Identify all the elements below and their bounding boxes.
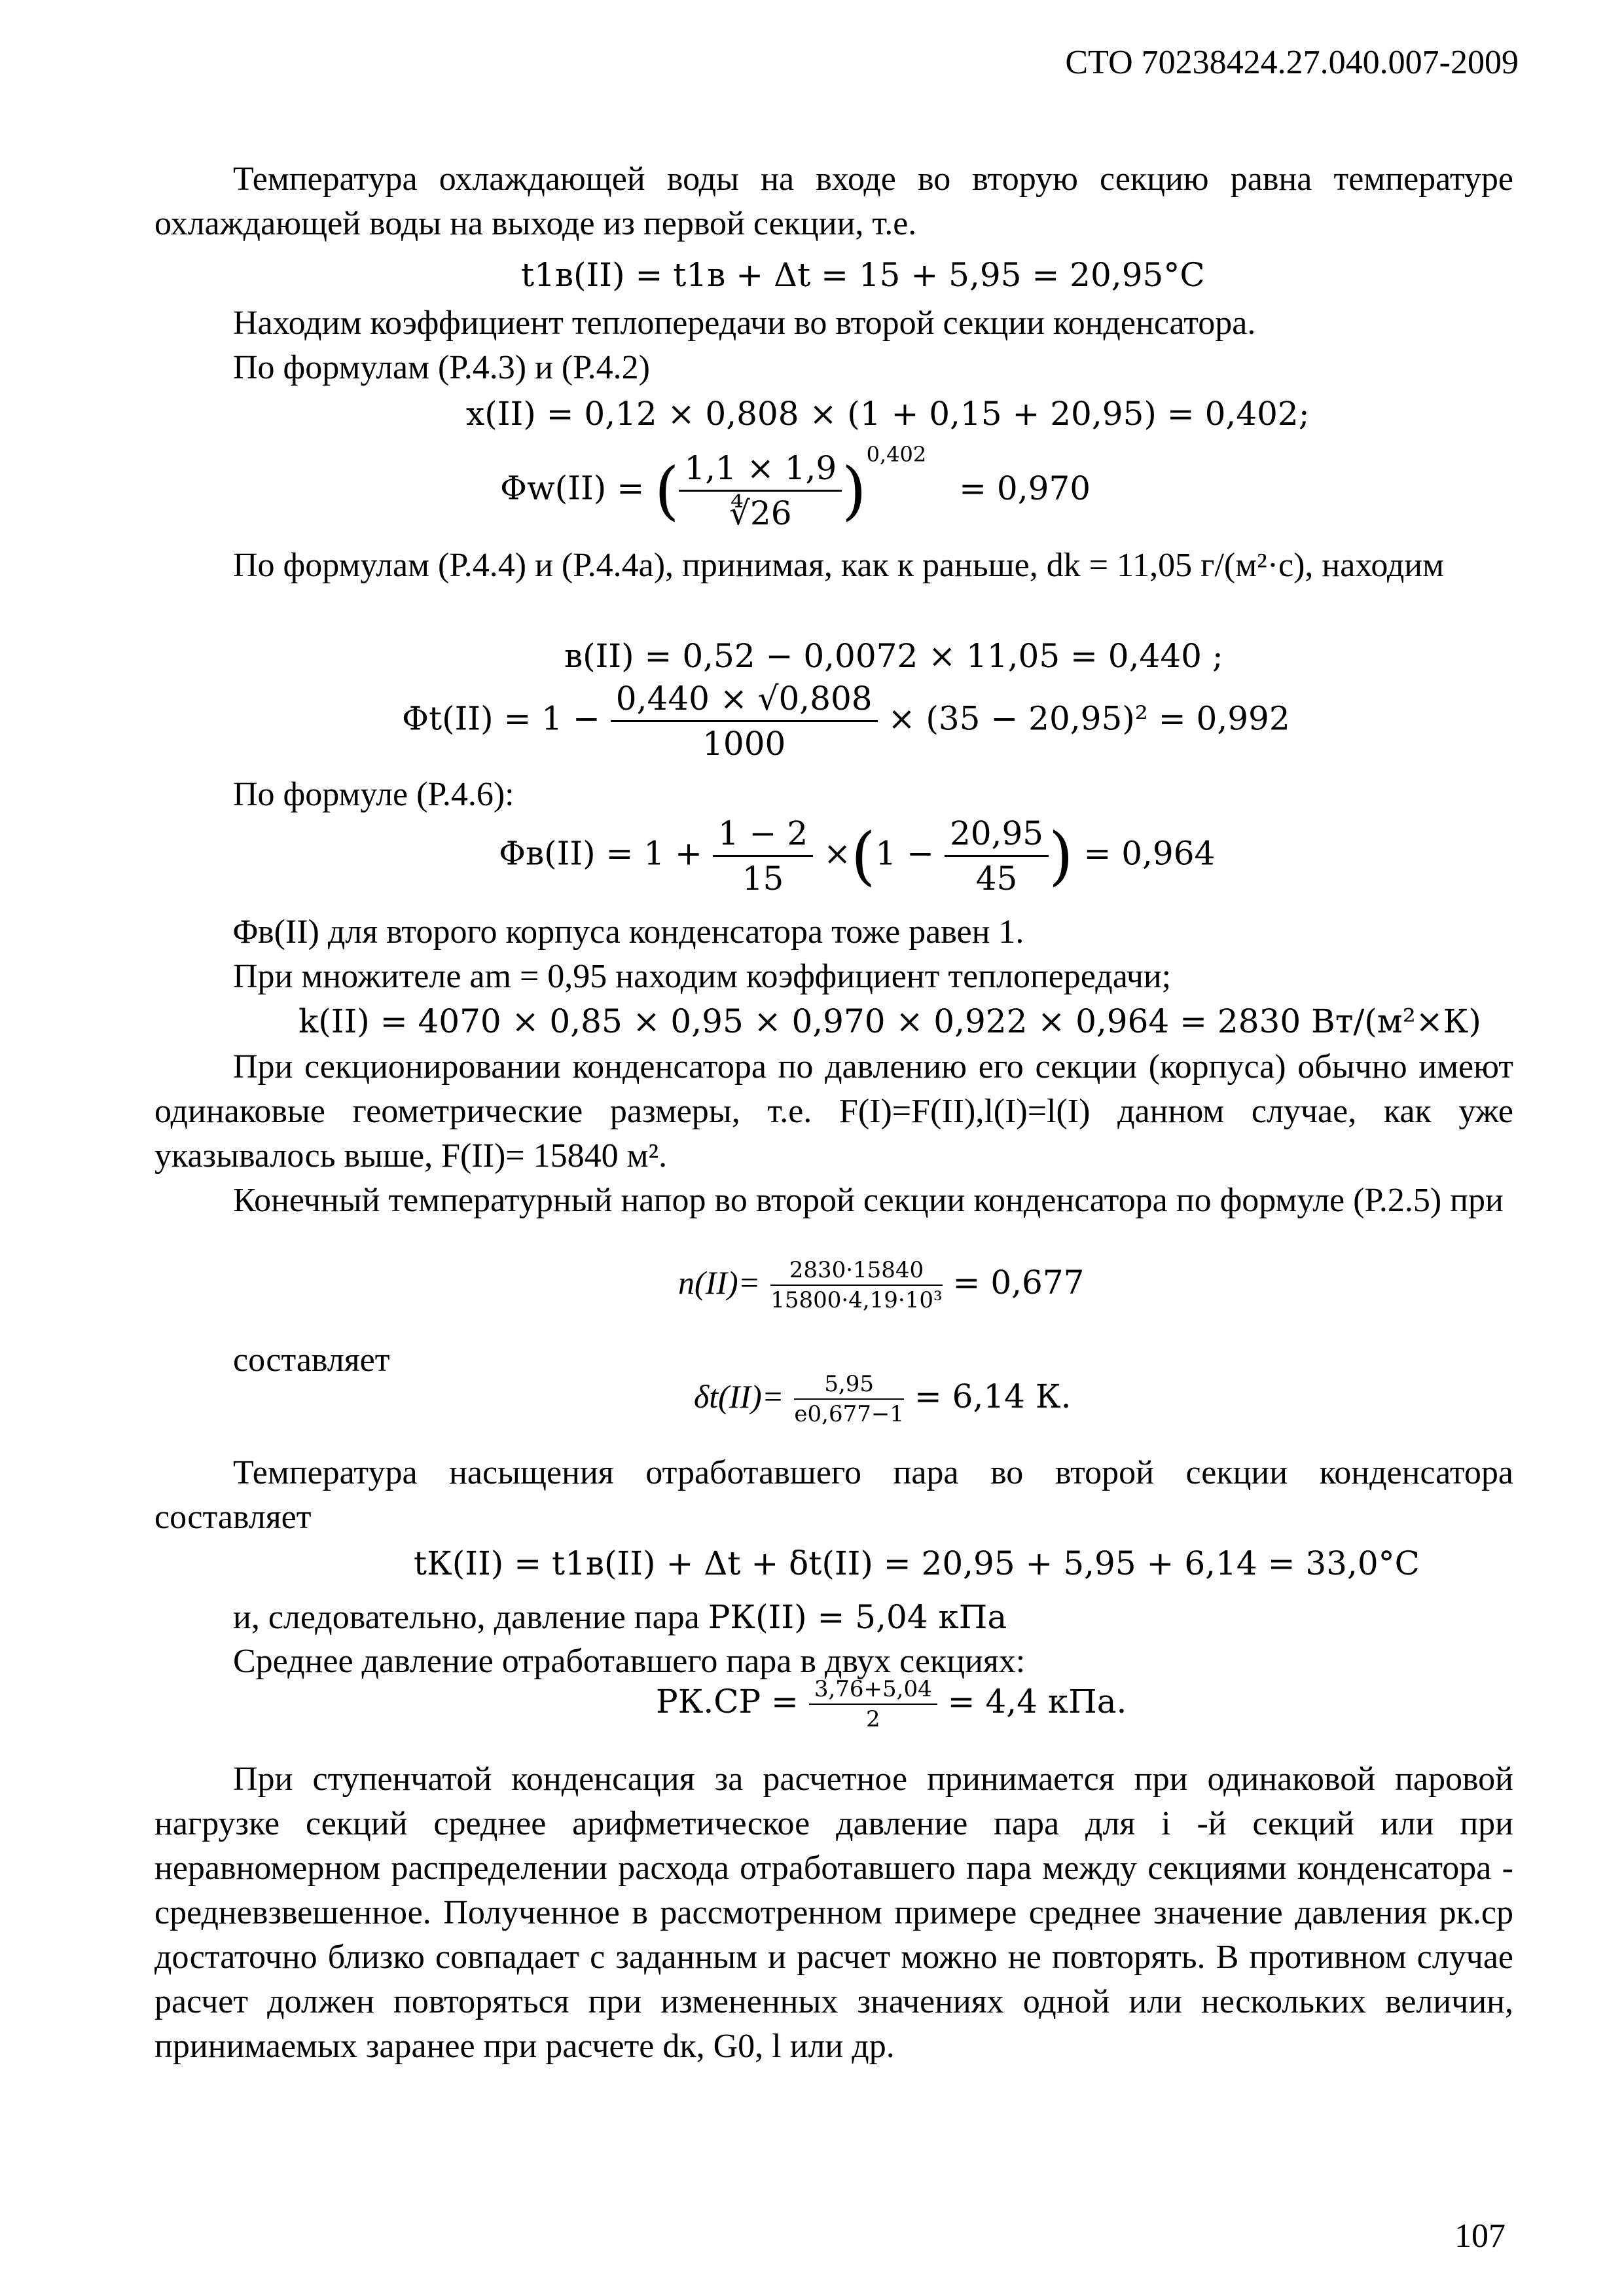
phi-b-fraction-1-denominator: 15 (742, 860, 784, 898)
n-result: = 0,677 (952, 1264, 1085, 1302)
pressure-label: и, следовательно, давление пара (233, 1599, 700, 1636)
equation-x-ii: x(II) = 0,12 × 0,808 × (1 + 0,15 + 20,95) = 0,402; (466, 395, 1310, 433)
phi-w-lhs: Φw(II) = (500, 469, 645, 507)
p-avg-result: = 4,4 кПа. (947, 1683, 1127, 1721)
n-numerator: 2830·15840 (770, 1256, 942, 1286)
page-number: 107 (1454, 2217, 1506, 2255)
line-find-coefficient: Находим коэффициент теплопередачи во второй секции конденсатора. (233, 304, 1256, 342)
equation-pk-ii: PК(II) = 5,04 кПа (708, 1598, 1007, 1636)
phi-b-fraction-2-numerator: 20,95 (945, 812, 1049, 857)
equation-phi-b (499, 812, 1215, 900)
phi-b-one-minus: 1 − (875, 834, 935, 873)
delta-t-denominator: e0,677−1 (794, 1401, 904, 1427)
line-average-pressure: Среднее давление отработавшего пара в двух секциях: (233, 1643, 1026, 1680)
phi-w-result: = 0,970 (959, 469, 1091, 507)
phi-b-fraction-1-numerator: 1 − 2 (713, 812, 813, 857)
phi-w-fraction (679, 446, 842, 535)
paragraph-stepwise-condensation: При ступенчатой конденсация за расчетное принимается при одинаковой паровой нагрузке секций среднее арифметическое давление пара для i -й секций или при неравномерном распределении расхода отработавшего пара между секциями конденсатора - средневзвешенное. Полученное в рассмотренном примере среднее значение давления pк.ср достаточно близко совпадает с заданным и расчет можно не повторять. В противном случае расчет должен повторяться при измененных значениях одной или нескольких величин, принимаемых заранее при расчете dк, G0, l или др. (154, 1760, 1513, 2065)
p-avg-lhs: PК.СР = (656, 1683, 799, 1721)
paragraph-formulas-p44: По формулам (Р.4.4) и (Р.4.4а), принимая, как к раньше, dk = 11,05 г/(м²·с), находим (233, 547, 1445, 584)
n-fraction (770, 1256, 942, 1315)
phi-w-numerator: 1,1 × 1,9 (679, 446, 842, 492)
line-pressure (233, 1595, 1007, 1640)
phi-b-fraction-2 (945, 812, 1049, 900)
equation-k-ii: k(II) = 4070 × 0,85 × 0,95 × 0,970 × 0,922 × 0,964 = 2830 Вт/(м²×К) (298, 1002, 1481, 1040)
delta-t-result: = 6,14 К. (914, 1377, 1072, 1415)
right-parenthesis: ) (1049, 819, 1074, 893)
equation-phi-t (402, 677, 1290, 765)
phi-t-lhs: Φt(II) = 1 − (402, 699, 600, 738)
p-avg-denominator: 2 (865, 1706, 880, 1732)
phi-b-result: = 0,964 (1083, 834, 1216, 873)
right-parenthesis: ) (842, 454, 867, 528)
left-parenthesis: ( (850, 819, 876, 893)
p-avg-fraction (809, 1675, 937, 1734)
line-formulas-p43-p42: По формулам (Р.4.3) и (Р.4.2) (233, 349, 650, 386)
phi-t-fraction (611, 677, 878, 765)
equation-tk-ii: tК(II) = t1в(II) + Δt + δt(II) = 20,95 + 5,95 + 6,14 = 33,0°C (414, 1544, 1420, 1582)
phi-b-fraction-2-denominator: 45 (975, 860, 1018, 898)
phi-w-denominator: ∜26 (729, 494, 792, 532)
p-avg-numerator: 3,76+5,04 (809, 1675, 937, 1705)
delta-t-fraction (794, 1370, 904, 1429)
n-denominator: 15800·4,19·10³ (770, 1287, 943, 1313)
paragraph-saturation-temperature: Температура насыщения отработавшего пара во второй секции конденсатора составляет (154, 1454, 1513, 1536)
phi-b-lhs: Φв(II) = 1 + (499, 834, 702, 873)
n-lhs: n(II)= (678, 1264, 761, 1301)
line-phi-second-body: Φв(II) для второго корпуса конденсатора тоже равен 1. (233, 913, 1024, 951)
equation-b-ii: в(II) = 0,52 − 0,0072 × 11,05 = 0,440 ; (564, 637, 1223, 675)
delta-t-numerator: 5,95 (794, 1370, 904, 1400)
line-sostavlyaet: составляет (233, 1341, 390, 1379)
line-formula-p46: По формуле (Р.4.6): (233, 776, 514, 813)
phi-t-denominator: 1000 (702, 725, 786, 763)
left-parenthesis: ( (655, 454, 679, 528)
phi-b-multiply: × (823, 834, 851, 873)
paragraph-inlet-temperature: Температура охлаждающей воды на входе во вторую секцию равна температуре охлаждающей воды на выходе из первой секции, т.е. (154, 160, 1513, 242)
phi-w-exponent: 0,402 (866, 441, 927, 467)
equation-phi-w (500, 441, 1091, 535)
equation-p-avg (656, 1675, 1127, 1734)
equation-delta-t (694, 1370, 1071, 1429)
equation-inlet-temperature: t1в(II) = t1в + Δt = 15 + 5,95 = 20,95°C (521, 256, 1205, 294)
document-code-header: СТО 70238424.27.040.007-2009 (1065, 44, 1519, 81)
phi-t-numerator: 0,440 × √0,808 (611, 677, 878, 722)
line-multiplier-am: При множителе am = 0,95 находим коэффициент теплопередачи; (233, 958, 1172, 995)
equation-n-ii (678, 1256, 1084, 1315)
phi-b-fraction-1 (713, 812, 813, 900)
delta-t-lhs: δt(II)= (694, 1378, 784, 1415)
paragraph-sectioning: При секционировании конденсатора по давлению его секции (корпуса) обычно имеют одинаковые геометрические размеры, т.е. F(I)=F(II),l(I)=l(I) данном случае, как уже указывалось выше, F(II)= 15840 м². (154, 1048, 1513, 1175)
paragraph-final-temperature-head: Конечный температурный напор во второй секции конденсатора по формуле (Р.2.5) при (233, 1182, 1504, 1219)
phi-t-result: × (35 − 20,95)² = 0,992 (888, 699, 1290, 738)
